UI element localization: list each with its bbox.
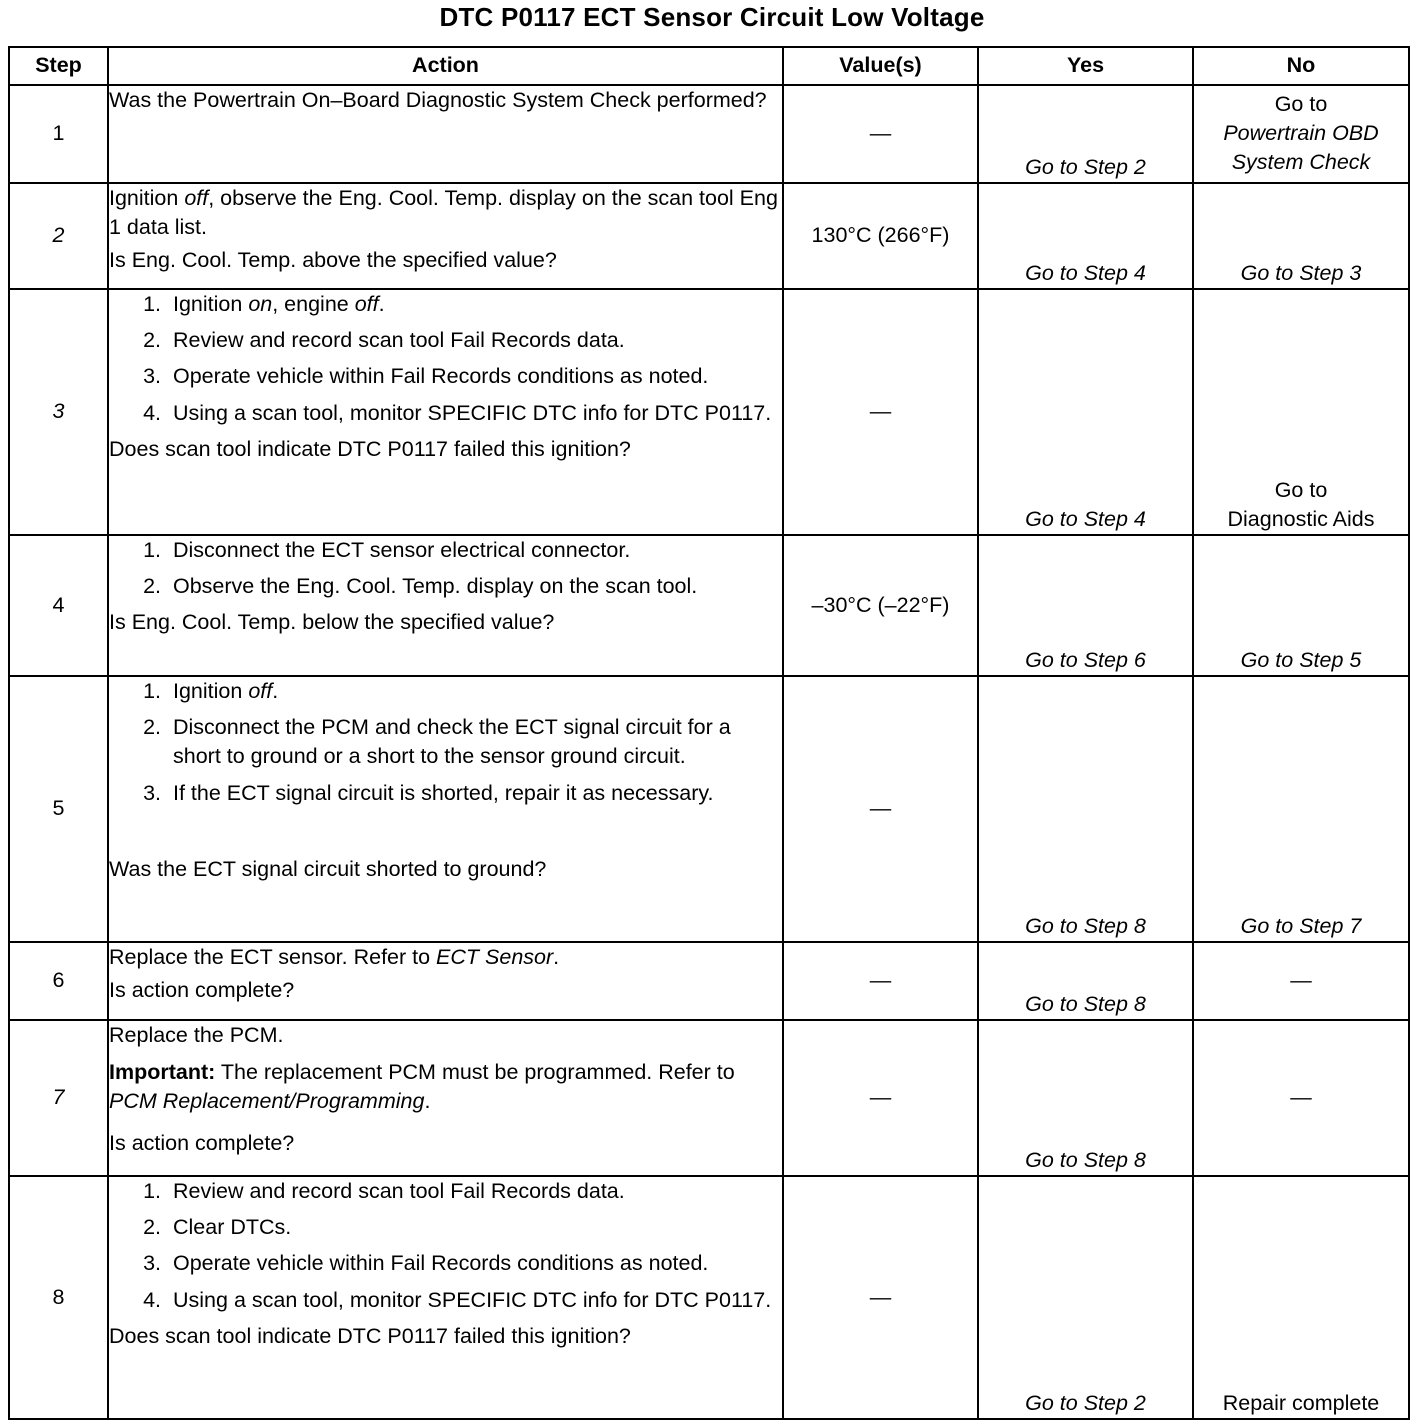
action-question: Is Eng. Cool. Temp. above the specified value? — [109, 248, 557, 273]
important-link-text: PCM Replacement/Programming — [109, 1089, 425, 1114]
yes-link[interactable]: Go to Step 2 — [978, 1176, 1193, 1419]
step-number: 6 — [9, 942, 108, 1020]
action-text: Replace the PCM. — [109, 1023, 284, 1047]
list-text: , engine — [272, 292, 355, 316]
list-text: . — [378, 292, 385, 316]
list-text: Review and record scan tool Fail Records data. — [173, 1179, 625, 1203]
important-label: Important: — [109, 1060, 216, 1085]
action-text-part: Replace the ECT sensor. Refer to — [109, 945, 437, 969]
table-row-step-6 — [9, 942, 1409, 1020]
header-no: No — [1193, 47, 1409, 85]
yes-link[interactable]: Go to Step 6 — [978, 535, 1193, 676]
list-item — [109, 677, 782, 706]
no-link-obd-check[interactable]: Powertrain OBD System Check — [1223, 121, 1379, 175]
list-item — [109, 779, 782, 808]
list-text: Ignition — [173, 679, 249, 703]
table-row-step-7 — [9, 1020, 1409, 1176]
step-number: 2 — [9, 183, 108, 289]
action-text — [109, 184, 782, 242]
step-number: 4 — [9, 535, 108, 676]
list-item — [109, 362, 782, 391]
action-text-emphasis: ECT Sensor — [436, 945, 554, 969]
no-cell: Repair complete — [1193, 1176, 1409, 1419]
list-text-emphasis: on — [248, 292, 273, 316]
header-action: Action — [108, 47, 783, 85]
table-row-step-1 — [9, 85, 1409, 183]
header-values: Value(s) — [783, 47, 978, 85]
table-row-step-4 — [9, 535, 1409, 676]
no-link[interactable]: Go to Step 3 — [1193, 183, 1409, 289]
no-link[interactable]: Go to Step 7 — [1193, 676, 1409, 942]
list-text: . — [272, 679, 279, 703]
action-question: Does scan tool indicate DTC P0117 failed this ignition? — [109, 1323, 631, 1348]
step-number: 5 — [9, 676, 108, 942]
important-text: . — [424, 1089, 431, 1114]
value-cell: — — [783, 676, 978, 942]
list-text: Using a scan tool, monitor SPECIFIC DTC info for DTC P0117. — [173, 1287, 772, 1312]
list-text: If the ECT signal circuit is shorted, repair it as necessary. — [173, 780, 714, 805]
value-cell: — — [783, 1020, 978, 1176]
list-item — [109, 713, 782, 771]
list-text: Disconnect the ECT sensor electrical connector. — [173, 538, 631, 562]
yes-link[interactable]: Go to Step 8 — [978, 676, 1193, 942]
action-cell — [108, 942, 783, 1020]
list-item — [109, 536, 782, 565]
action-question: Is Eng. Cool. Temp. below the specified value? — [109, 610, 555, 635]
list-text: Using a scan tool, monitor SPECIFIC DTC info for DTC P0117. — [173, 400, 772, 425]
value-cell: — — [783, 1176, 978, 1419]
value-cell: 130°C (266°F) — [783, 183, 978, 289]
list-text: Disconnect the PCM and check the ECT signal circuit for a short to ground or a short to the sensor ground circuit. — [173, 715, 731, 769]
list-text: Operate vehicle within Fail Records conditions as noted. — [173, 1251, 709, 1276]
list-text-emphasis: off — [248, 679, 273, 703]
step-number: 7 — [9, 1020, 108, 1176]
action-cell — [108, 289, 783, 535]
no-goto-label: Go to — [1274, 92, 1328, 116]
value-cell: — — [783, 85, 978, 183]
table-row-step-2 — [9, 183, 1409, 289]
header-row — [9, 47, 1409, 85]
list-text: Operate vehicle within Fail Records conditions as noted. — [173, 364, 709, 389]
action-text-part: . — [553, 945, 560, 969]
step-number: 1 — [9, 85, 108, 183]
yes-link[interactable]: Go to Step 8 — [978, 1020, 1193, 1176]
action-list — [109, 536, 782, 601]
action-question: Is action complete? — [109, 978, 295, 1003]
list-item — [109, 1249, 782, 1278]
action-question: Is action complete? — [109, 1130, 295, 1155]
list-item — [109, 1213, 782, 1242]
action-cell — [108, 85, 783, 183]
value-cell: — — [783, 942, 978, 1020]
list-number: 1. — [143, 1179, 161, 1203]
action-list — [109, 1177, 782, 1315]
table-row-step-8 — [9, 1176, 1409, 1419]
list-number: 1. — [143, 679, 161, 703]
list-item — [109, 1177, 782, 1206]
list-number: 1. — [143, 292, 161, 316]
no-goto-label: Go to — [1274, 477, 1328, 502]
action-cell — [108, 676, 783, 942]
list-number: 3. — [143, 364, 161, 389]
action-list — [109, 677, 782, 808]
table-row-step-5 — [9, 676, 1409, 942]
list-number: 1. — [143, 538, 161, 562]
list-number: 2. — [143, 715, 161, 740]
action-question: Was the ECT signal circuit shorted to ground? — [109, 856, 547, 881]
step-number: 3 — [9, 289, 108, 535]
value-cell: –30°C (–22°F) — [783, 535, 978, 676]
yes-link[interactable]: Go to Step 8 — [978, 942, 1193, 1020]
header-yes: Yes — [978, 47, 1193, 85]
action-question: Does scan tool indicate DTC P0117 failed this ignition? — [109, 436, 631, 461]
list-item — [109, 572, 782, 601]
value-cell: — — [783, 289, 978, 535]
list-text: Observe the Eng. Cool. Temp. display on the scan tool. — [173, 574, 698, 599]
no-link-diagnostic-aids[interactable]: Diagnostic Aids — [1227, 506, 1375, 531]
list-item — [109, 399, 782, 428]
yes-link[interactable]: Go to Step 4 — [978, 183, 1193, 289]
list-number: 4. — [143, 400, 161, 425]
action-text-part: Ignition — [109, 186, 185, 210]
action-list — [109, 290, 782, 428]
table-row-step-3 — [9, 289, 1409, 535]
list-number: 3. — [143, 780, 161, 805]
list-number: 4. — [143, 1287, 161, 1312]
yes-link[interactable]: Go to Step 2 — [978, 85, 1193, 183]
action-text-emphasis: off — [184, 186, 209, 210]
no-cell — [1193, 289, 1409, 535]
important-text: The replacement PCM must be programmed. Refer to — [215, 1060, 735, 1085]
action-text: Was the Powertrain On–Board Diagnostic System Check performed? — [109, 88, 767, 112]
action-cell — [108, 1176, 783, 1419]
action-cell — [108, 183, 783, 289]
important-note — [109, 1058, 782, 1116]
list-number: 2. — [143, 328, 161, 353]
no-cell: — — [1193, 1020, 1409, 1176]
list-text-emphasis: off — [354, 292, 379, 316]
action-cell — [108, 1020, 783, 1176]
step-number: 8 — [9, 1176, 108, 1419]
list-text: Ignition — [173, 292, 249, 316]
list-text: Clear DTCs. — [173, 1215, 292, 1240]
no-link[interactable]: Go to Step 5 — [1193, 535, 1409, 676]
list-text: Review and record scan tool Fail Records data. — [173, 328, 625, 353]
action-text-part: , observe the Eng. Cool. Temp. display on the scan tool Eng 1 data list. — [109, 186, 778, 240]
list-number: 2. — [143, 574, 161, 599]
action-text — [109, 943, 782, 972]
list-item — [109, 326, 782, 355]
list-item — [109, 1286, 782, 1315]
no-cell — [1193, 85, 1409, 183]
diagnostic-table — [8, 46, 1410, 1420]
action-cell — [108, 535, 783, 676]
yes-link[interactable]: Go to Step 4 — [978, 289, 1193, 535]
list-number: 2. — [143, 1215, 161, 1240]
page-title: DTC P0117 ECT Sensor Circuit Low Voltage — [439, 2, 985, 32]
no-cell: — — [1193, 942, 1409, 1020]
list-item — [109, 290, 782, 319]
list-number: 3. — [143, 1251, 161, 1276]
header-step: Step — [9, 47, 108, 85]
